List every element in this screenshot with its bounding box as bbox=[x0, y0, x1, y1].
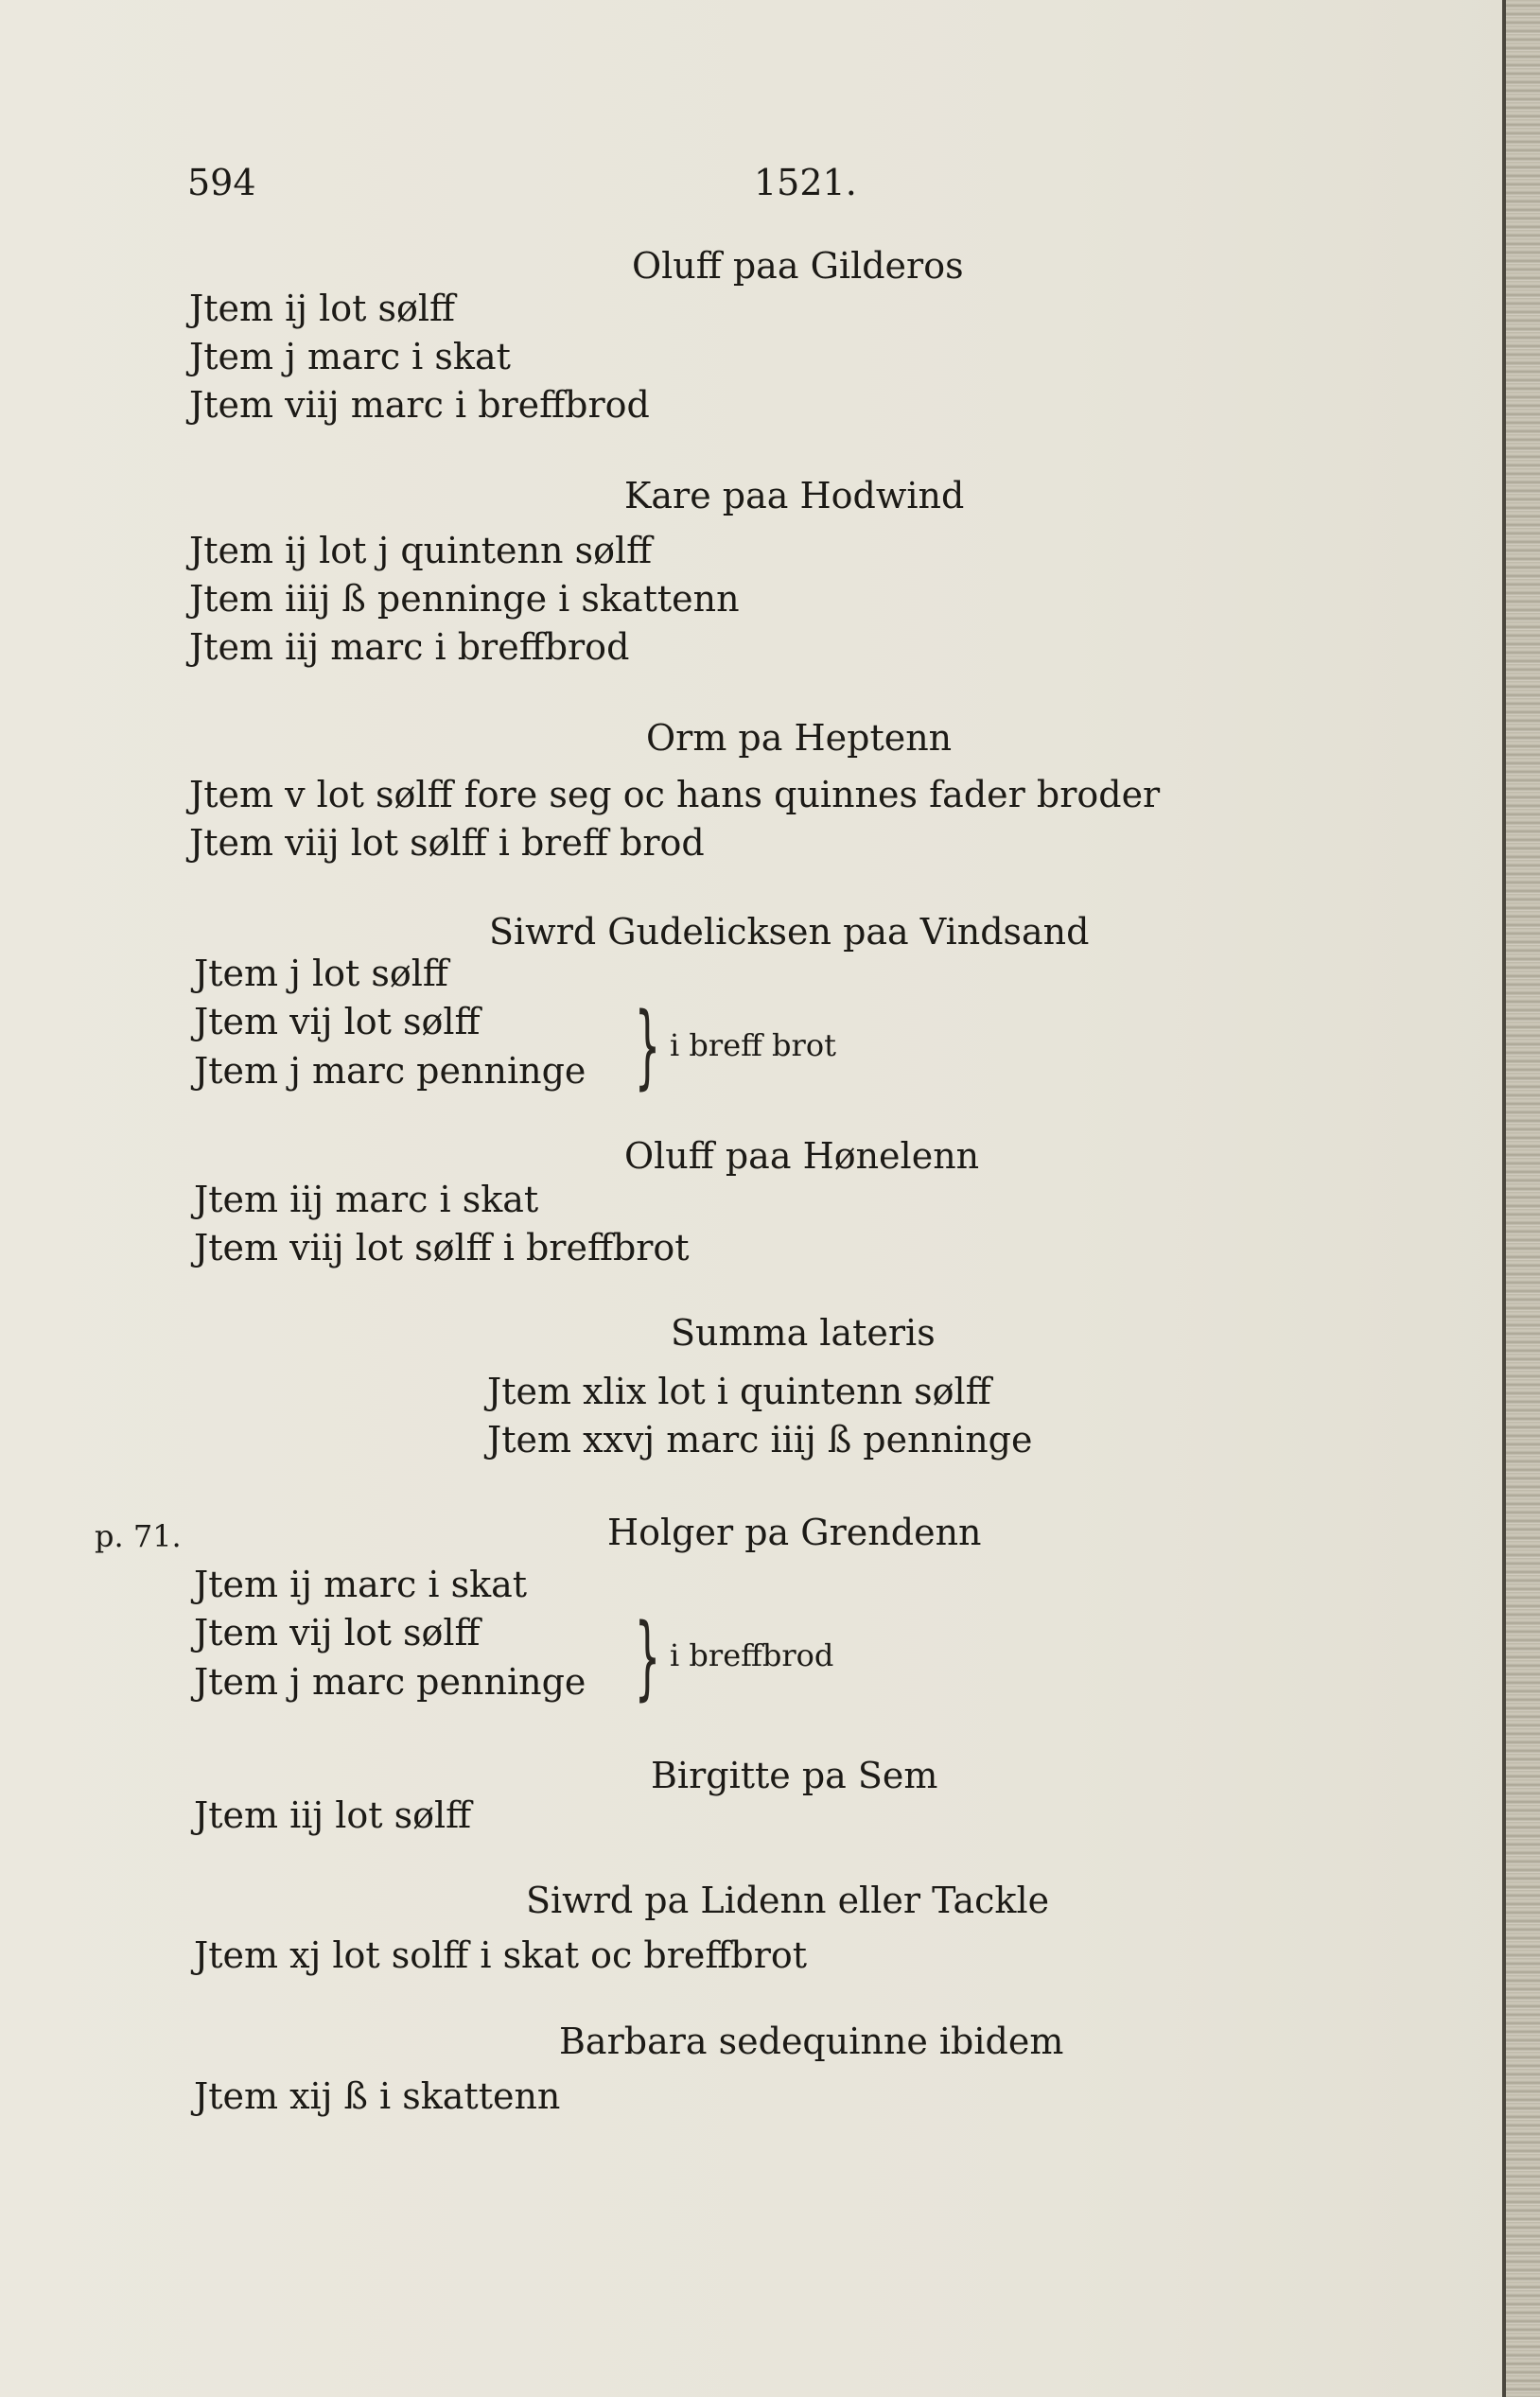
entry-line: Jtem viij lot sølff i breffbrot bbox=[194, 1227, 690, 1268]
page-number: 594 bbox=[187, 162, 256, 203]
entry-line: Jtem j marc penninge bbox=[194, 1661, 586, 1703]
year-header: 1521. bbox=[754, 162, 857, 203]
entry-line: Jtem vij lot sølff bbox=[194, 1612, 481, 1653]
margin-note: p. 71. bbox=[95, 1518, 182, 1554]
entry-line: Jtem xij ß i skattenn bbox=[194, 2075, 561, 2117]
brace: } bbox=[634, 1604, 661, 1710]
entry-line: Jtem ij marc i skat bbox=[194, 1564, 528, 1605]
entry-line: Jtem xlix lot i quintenn sølff bbox=[487, 1371, 991, 1412]
entry-line: Jtem iij marc i skat bbox=[194, 1179, 539, 1220]
entry-line: Jtem xxvj marc iiij ß penninge bbox=[487, 1419, 1033, 1461]
entry-line: Jtem ij lot j quintenn sølff bbox=[189, 530, 653, 571]
brace: } bbox=[634, 993, 661, 1099]
section-heading: Siwrd Gudelicksen paa Vindsand bbox=[489, 911, 1090, 953]
section-heading: Orm pa Heptenn bbox=[646, 717, 953, 759]
entry-line: Jtem j lot sølff bbox=[194, 953, 448, 994]
entry-line: Jtem v lot sølff fore seg oc hans quinnes fader broder bbox=[189, 774, 1161, 815]
section-heading: Siwrd pa Lidenn eller Tackle bbox=[526, 1880, 1050, 1921]
entry-line: Jtem vij lot sølff bbox=[194, 1001, 481, 1042]
entry-line: Jtem viij lot sølff i breff brod bbox=[189, 822, 705, 864]
section-heading: Kare paa Hodwind bbox=[624, 475, 965, 516]
page-edge bbox=[1502, 0, 1540, 2397]
section-heading: Summa lateris bbox=[671, 1312, 936, 1354]
section-heading: Oluff paa Hønelenn bbox=[624, 1135, 980, 1177]
entry-line: Jtem ij lot sølff bbox=[189, 288, 456, 329]
section-heading: Holger pa Grendenn bbox=[607, 1512, 982, 1553]
entry-line: Jtem iiij ß penninge i skattenn bbox=[189, 578, 740, 620]
section-heading: Barbara sedequinne ibidem bbox=[559, 2021, 1064, 2062]
section-heading: Birgitte pa Sem bbox=[651, 1755, 938, 1796]
section-heading: Oluff paa Gilderos bbox=[632, 245, 964, 287]
entry-line: Jtem xj lot solff i skat oc breffbrot bbox=[194, 1934, 808, 1976]
bracket-note: i breffbrod bbox=[670, 1637, 834, 1673]
entry-line: Jtem j marc penninge bbox=[194, 1050, 586, 1092]
entry-line: Jtem j marc i skat bbox=[189, 336, 511, 377]
entry-line: Jtem iij marc i breffbrod bbox=[189, 626, 630, 668]
bracket-note: i breff brot bbox=[670, 1027, 836, 1063]
entry-line: Jtem viij marc i breffbrod bbox=[189, 384, 650, 426]
entry-line: Jtem iij lot sølff bbox=[194, 1794, 472, 1836]
